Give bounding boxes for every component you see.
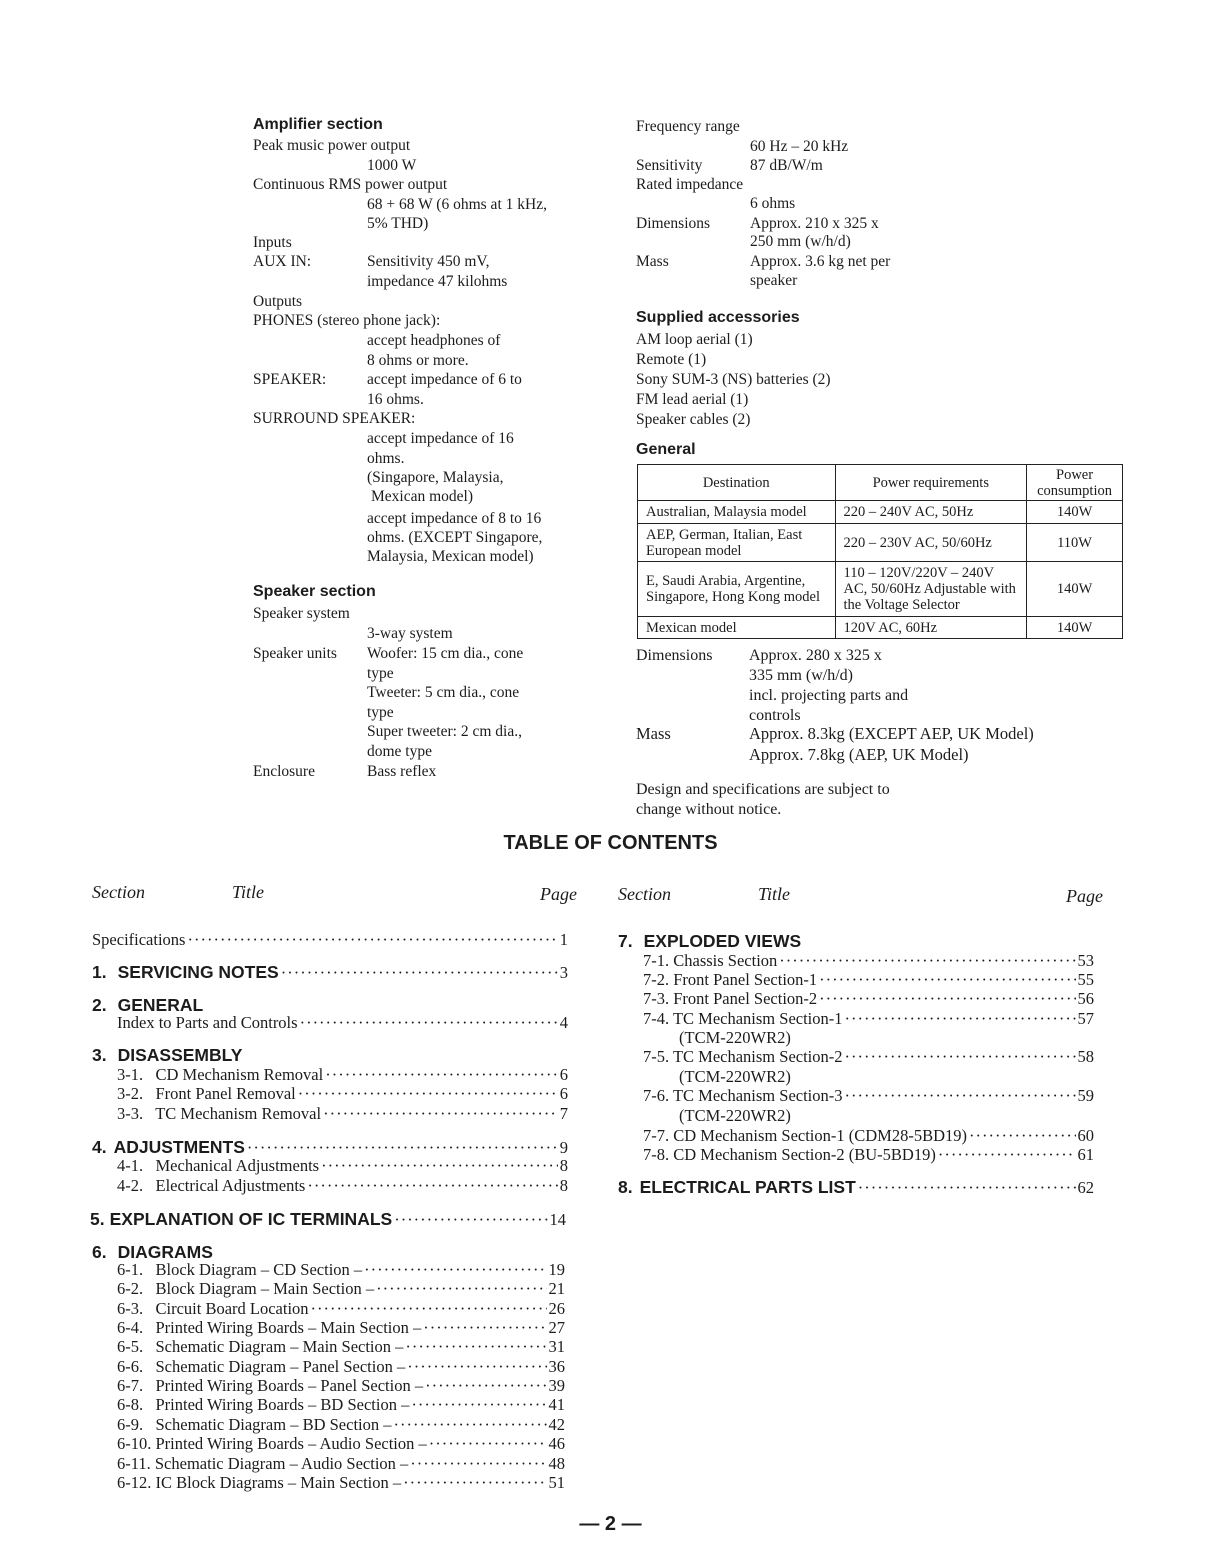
table-cell: Australian, Malaysia model bbox=[638, 501, 836, 524]
speaker-units-value-4: type bbox=[367, 704, 394, 721]
frequency-value: 60 Hz – 20 kHz bbox=[750, 138, 849, 155]
table-header-cell: Power requirements bbox=[835, 465, 1027, 501]
toc-entry-label: 6-3. Circuit Board Location bbox=[117, 1298, 309, 1318]
toc-entry-page: 4 bbox=[559, 1013, 568, 1032]
amplifier-heading: Amplifier section bbox=[253, 116, 383, 133]
table-cell: 110W bbox=[1027, 524, 1123, 562]
speaker-units-value-2: type bbox=[367, 665, 394, 682]
toc-col-page: Page bbox=[540, 884, 577, 904]
toc-section-number: 6. bbox=[92, 1242, 107, 1262]
toc-section-title: SERVICING NOTES bbox=[117, 962, 279, 982]
speaker-value-2: 16 ohms. bbox=[367, 391, 424, 408]
accessory-item: Speaker cables (2) bbox=[636, 411, 751, 428]
toc-entry[interactable] bbox=[117, 1279, 565, 1299]
rms-value: 68 + 68 W (6 ohms at 1 kHz, bbox=[367, 196, 547, 213]
toc-entry-page: 26 bbox=[548, 1298, 565, 1318]
phones-value-2: 8 ohms or more. bbox=[367, 352, 469, 369]
toc-entry-page: 57 bbox=[1077, 1009, 1094, 1028]
table-cell: 140W bbox=[1027, 617, 1123, 639]
toc-entry[interactable] bbox=[643, 970, 1094, 990]
toc-entry[interactable] bbox=[117, 1337, 565, 1357]
frequency-label: Frequency range bbox=[636, 118, 740, 135]
rms-value-2: 5% THD) bbox=[367, 215, 429, 232]
mass-value-2: speaker bbox=[750, 272, 798, 289]
power-table bbox=[637, 464, 1123, 639]
table-cell: Mexican model bbox=[638, 617, 836, 639]
toc-entry-page: 6 bbox=[559, 1084, 568, 1103]
toc-entry[interactable] bbox=[117, 1454, 565, 1474]
toc-section-title: EXPLANATION OF IC TERMINALS bbox=[109, 1209, 393, 1229]
toc-entry-page: 8 bbox=[559, 1156, 568, 1175]
toc-entry-label: 6-6. Schematic Diagram – Panel Section – bbox=[117, 1356, 406, 1376]
toc-section-number: 3. bbox=[92, 1045, 107, 1065]
table-cell: 140W bbox=[1027, 501, 1123, 524]
toc-entry-page: 60 bbox=[1077, 1126, 1094, 1145]
toc-entry-label: 3-1. CD Mechanism Removal bbox=[117, 1065, 324, 1084]
toc-entry-label: 7-2. Front Panel Section-1 bbox=[643, 970, 818, 989]
general-dimensions-label: Dimensions bbox=[636, 647, 713, 664]
surround-value-6: ohms. (EXCEPT Singapore, bbox=[367, 529, 543, 546]
toc-entry-page: 36 bbox=[548, 1356, 565, 1376]
table-cell: 140W bbox=[1027, 562, 1123, 617]
dimensions-label: Dimensions bbox=[636, 215, 711, 232]
toc-entry[interactable] bbox=[643, 989, 1094, 1009]
surround-value-7: Malaysia, Mexican model) bbox=[367, 548, 534, 565]
table-cell: 120V AC, 60Hz bbox=[835, 617, 1027, 639]
enclosure-value: Bass reflex bbox=[367, 763, 437, 780]
toc-entry-page: 21 bbox=[548, 1279, 565, 1299]
table-cell: 220 – 240V AC, 50Hz bbox=[835, 501, 1027, 524]
speaker-units-value: Woofer: 15 cm dia., cone bbox=[367, 645, 524, 662]
accessory-item: AM loop aerial (1) bbox=[636, 331, 753, 348]
toc-entry-page: 42 bbox=[548, 1414, 565, 1434]
toc-entry[interactable] bbox=[643, 1126, 1094, 1146]
toc-entry-label: 6-10. Printed Wiring Boards – Audio Section – bbox=[117, 1434, 427, 1454]
toc-col-title: Title bbox=[232, 882, 265, 902]
toc-section[interactable] bbox=[92, 962, 568, 983]
toc-col-section: Section bbox=[92, 882, 145, 902]
toc-entry-page: 1 bbox=[559, 930, 568, 949]
toc-section-title: GENERAL bbox=[117, 995, 204, 1015]
speaker-section-heading: Speaker section bbox=[253, 583, 376, 600]
toc-entry-page: 62 bbox=[1077, 1178, 1094, 1197]
toc-entry[interactable] bbox=[117, 1084, 568, 1104]
toc-entry[interactable] bbox=[117, 1104, 568, 1124]
general-mass-value-2: Approx. 7.8kg (AEP, UK Model) bbox=[749, 745, 969, 764]
toc-entry-page: 14 bbox=[549, 1210, 566, 1229]
inputs-label: Inputs bbox=[253, 234, 292, 251]
accessories-heading: Supplied accessories bbox=[636, 309, 800, 326]
toc-entry-label: 7-6. TC Mechanism Section-3 bbox=[643, 1086, 843, 1105]
toc-entry[interactable] bbox=[117, 1176, 568, 1196]
toc-entry-label: 6-9. Schematic Diagram – BD Section – bbox=[117, 1414, 392, 1434]
toc-entry-label: 6-7. Printed Wiring Boards – Panel Section – bbox=[117, 1376, 424, 1396]
table-cell: 110 – 120V/220V – 240V AC, 50/60Hz Adjustable with the Voltage Selector bbox=[835, 562, 1027, 617]
toc-entry-label: 3-3. TC Mechanism Removal bbox=[117, 1104, 322, 1123]
toc-entry[interactable] bbox=[117, 1260, 565, 1280]
toc-entry[interactable] bbox=[117, 1299, 565, 1319]
toc-entry[interactable] bbox=[117, 1065, 568, 1085]
table-row bbox=[638, 562, 1123, 617]
enclosure-label: Enclosure bbox=[253, 763, 315, 780]
impedance-label: Rated impedance bbox=[636, 176, 744, 193]
toc-entry[interactable] bbox=[117, 1156, 568, 1176]
speaker-label: SPEAKER: bbox=[253, 371, 327, 388]
toc-entry[interactable] bbox=[643, 1047, 1094, 1067]
surround-value: accept impedance of 16 bbox=[367, 430, 514, 447]
peak-label: Peak music power output bbox=[253, 137, 411, 154]
toc-entry-page: 8 bbox=[559, 1176, 568, 1195]
toc-entry-page: 53 bbox=[1077, 951, 1094, 970]
sensitivity-value: 87 dB/W/m bbox=[750, 157, 823, 174]
speaker-system-value: 3-way system bbox=[367, 625, 453, 642]
toc-section-title: DIAGRAMS bbox=[117, 1242, 213, 1262]
toc-entry-page: 39 bbox=[548, 1376, 565, 1396]
toc-entry-label: 4-2. Electrical Adjustments bbox=[117, 1176, 306, 1195]
dimensions-value: Approx. 210 x 325 x bbox=[750, 215, 879, 232]
toc-entry-subtitle: (TCM-220WR2) bbox=[679, 1028, 791, 1047]
toc-entry-label: 7-7. CD Mechanism Section-1 (CDM28-5BD19) bbox=[643, 1126, 968, 1145]
mass-label: Mass bbox=[636, 253, 669, 270]
toc-section-number: 7. bbox=[618, 931, 633, 951]
toc-entry-label: 6-8. Printed Wiring Boards – BD Section – bbox=[117, 1395, 410, 1415]
toc-entry-label: 4-1. Mechanical Adjustments bbox=[117, 1156, 320, 1175]
general-dimensions-value-2: 335 mm (w/h/d) bbox=[749, 667, 853, 684]
general-dimensions-value: Approx. 280 x 325 x bbox=[749, 647, 882, 664]
toc-section[interactable] bbox=[90, 1209, 566, 1230]
aux-value-2: impedance 47 kilohms bbox=[367, 273, 508, 290]
accessory-item: Sony SUM-3 (NS) batteries (2) bbox=[636, 371, 831, 388]
toc-section[interactable] bbox=[618, 1177, 1094, 1198]
toc-entry-label: Specifications bbox=[92, 930, 186, 949]
toc-section-title: ELECTRICAL PARTS LIST bbox=[639, 1177, 856, 1197]
table-header-row bbox=[638, 465, 1123, 501]
surround-value-2: ohms. bbox=[367, 450, 405, 467]
toc-entry-page: 61 bbox=[1077, 1145, 1094, 1164]
toc-section-number: 4. bbox=[92, 1137, 107, 1157]
general-mass-value: Approx. 8.3kg (EXCEPT AEP, UK Model) bbox=[749, 724, 1034, 743]
toc-entry-label: 6-4. Printed Wiring Boards – Main Section – bbox=[117, 1318, 422, 1338]
surround-value-5: accept impedance of 8 to 16 bbox=[367, 510, 542, 527]
toc-col-page: Page bbox=[1066, 886, 1103, 906]
general-mass-label: Mass bbox=[636, 724, 671, 743]
toc-entry[interactable] bbox=[117, 1357, 565, 1377]
mass-value: Approx. 3.6 kg net per bbox=[750, 253, 891, 270]
surround-value-3: (Singapore, Malaysia, bbox=[367, 469, 504, 486]
toc-entry-label: 3-2. Front Panel Removal bbox=[117, 1084, 296, 1103]
toc-entry-label: 6-11. Schematic Diagram – Audio Section – bbox=[117, 1453, 409, 1473]
table-cell: 220 – 230V AC, 50/60Hz bbox=[835, 524, 1027, 562]
toc-entry[interactable] bbox=[117, 1415, 565, 1435]
toc-section-title: EXPLODED VIEWS bbox=[643, 931, 802, 951]
toc-entry-label: Index to Parts and Controls bbox=[117, 1013, 298, 1032]
toc-entry-page: 59 bbox=[1077, 1086, 1094, 1105]
toc-entry[interactable] bbox=[117, 1376, 565, 1396]
notice-text: Design and specifications are subject to bbox=[636, 781, 890, 798]
toc-section-number: 1. bbox=[92, 962, 107, 982]
speaker-value: accept impedance of 6 to bbox=[367, 371, 522, 388]
toc-entry-page: 9 bbox=[559, 1138, 568, 1157]
accessory-item: Remote (1) bbox=[636, 351, 707, 368]
table-row bbox=[638, 501, 1123, 524]
speaker-units-value-3: Tweeter: 5 cm dia., cone bbox=[367, 684, 520, 701]
toc-entry-page: 6 bbox=[559, 1065, 568, 1084]
toc-entry[interactable] bbox=[643, 951, 1094, 971]
toc-entry[interactable] bbox=[117, 1473, 565, 1493]
speaker-units-label: Speaker units bbox=[253, 645, 337, 662]
toc-entry[interactable] bbox=[643, 1145, 1094, 1165]
toc-entry-page: 31 bbox=[548, 1337, 565, 1357]
toc-entry-page: 27 bbox=[548, 1318, 565, 1338]
toc-section-title: ADJUSTMENTS bbox=[113, 1137, 245, 1157]
toc-col-title: Title bbox=[758, 884, 791, 904]
phones-label: PHONES (stereo phone jack): bbox=[253, 312, 441, 329]
toc-entry[interactable] bbox=[117, 1013, 568, 1033]
toc-entry[interactable] bbox=[643, 1086, 1094, 1106]
toc-section[interactable] bbox=[92, 1045, 242, 1066]
dimensions-value-2: 250 mm (w/h/d) bbox=[750, 233, 851, 250]
toc-entry-page: 51 bbox=[548, 1472, 565, 1492]
table-cell: E, Saudi Arabia, Argentine, Singapore, Hong Kong model bbox=[638, 562, 836, 617]
phones-value: accept headphones of bbox=[367, 332, 501, 349]
notice-text-2: change without notice. bbox=[636, 801, 782, 818]
peak-value: 1000 W bbox=[367, 157, 417, 174]
sensitivity-label: Sensitivity bbox=[636, 157, 703, 174]
toc-entry[interactable] bbox=[117, 1434, 565, 1454]
table-header-cell: Power consumption bbox=[1027, 465, 1123, 501]
toc-entry-page: 41 bbox=[548, 1395, 565, 1415]
toc-entry-page: 46 bbox=[548, 1434, 565, 1454]
toc-entry-label: 6-12. IC Block Diagrams – Main Section – bbox=[117, 1472, 402, 1492]
toc-section-number: 2. bbox=[92, 995, 107, 1015]
toc-entry-label: 7-4. TC Mechanism Section-1 bbox=[643, 1009, 843, 1028]
page-number: — 2 — bbox=[579, 1513, 642, 1535]
toc-section-number: 5. bbox=[90, 1209, 105, 1229]
toc-entry-label: 7-8. CD Mechanism Section-2 (BU-5BD19) bbox=[643, 1145, 936, 1164]
toc-section[interactable] bbox=[92, 1137, 568, 1158]
toc-entry-label: 7-1. Chassis Section bbox=[643, 951, 778, 970]
outputs-label: Outputs bbox=[253, 293, 303, 310]
table-cell: AEP, German, Italian, East European model bbox=[638, 524, 836, 562]
general-dimensions-value-3: incl. projecting parts and bbox=[749, 687, 909, 704]
toc-entry[interactable] bbox=[117, 1395, 565, 1415]
rms-label: Continuous RMS power output bbox=[253, 176, 448, 193]
toc-entry-page: 3 bbox=[559, 963, 568, 982]
table-row bbox=[638, 524, 1123, 562]
toc-entry-page: 55 bbox=[1077, 970, 1094, 989]
table-header-cell: Destination bbox=[638, 465, 836, 501]
toc-entry[interactable] bbox=[643, 1009, 1094, 1029]
general-dimensions-value-4: controls bbox=[749, 707, 801, 724]
table-row bbox=[638, 617, 1123, 639]
speaker-units-value-5: Super tweeter: 2 cm dia., bbox=[367, 723, 522, 740]
toc-entry-page: 56 bbox=[1077, 989, 1094, 1008]
toc-entry[interactable] bbox=[117, 1318, 565, 1338]
aux-label: AUX IN: bbox=[253, 253, 312, 270]
toc-entry-subtitle: (TCM-220WR2) bbox=[679, 1106, 791, 1125]
accessory-item: FM lead aerial (1) bbox=[636, 391, 749, 408]
toc-entry-subtitle: (TCM-220WR2) bbox=[679, 1067, 791, 1086]
toc-entry-page: 58 bbox=[1077, 1047, 1094, 1066]
toc-entry-label: 7-5. TC Mechanism Section-2 bbox=[643, 1047, 843, 1066]
toc-entry-page: 7 bbox=[559, 1104, 568, 1123]
toc-section-title: DISASSEMBLY bbox=[117, 1045, 243, 1065]
speaker-system-label: Speaker system bbox=[253, 605, 350, 622]
impedance-value: 6 ohms bbox=[750, 195, 796, 212]
surround-value-4: Mexican model) bbox=[371, 488, 474, 505]
toc-entry-label: 6-2. Block Diagram – Main Section – bbox=[117, 1279, 375, 1299]
speaker-units-value-6: dome type bbox=[367, 743, 432, 760]
toc-section[interactable] bbox=[618, 931, 801, 952]
aux-value: Sensitivity 450 mV, bbox=[367, 253, 490, 270]
toc-entry-label: 6-1. Block Diagram – CD Section – bbox=[117, 1260, 363, 1279]
toc-title: TABLE OF CONTENTS bbox=[503, 832, 718, 854]
toc-entry[interactable] bbox=[92, 930, 568, 950]
toc-section-number: 8. bbox=[618, 1177, 633, 1197]
toc-entry-label: 6-5. Schematic Diagram – Main Section – bbox=[117, 1337, 404, 1357]
toc-entry-page: 19 bbox=[548, 1260, 565, 1279]
surround-label: SURROUND SPEAKER: bbox=[253, 410, 416, 427]
toc-entry-page: 48 bbox=[548, 1453, 565, 1473]
toc-col-section: Section bbox=[618, 884, 671, 904]
toc-entry-label: 7-3. Front Panel Section-2 bbox=[643, 989, 818, 1008]
general-heading: General bbox=[636, 441, 696, 458]
